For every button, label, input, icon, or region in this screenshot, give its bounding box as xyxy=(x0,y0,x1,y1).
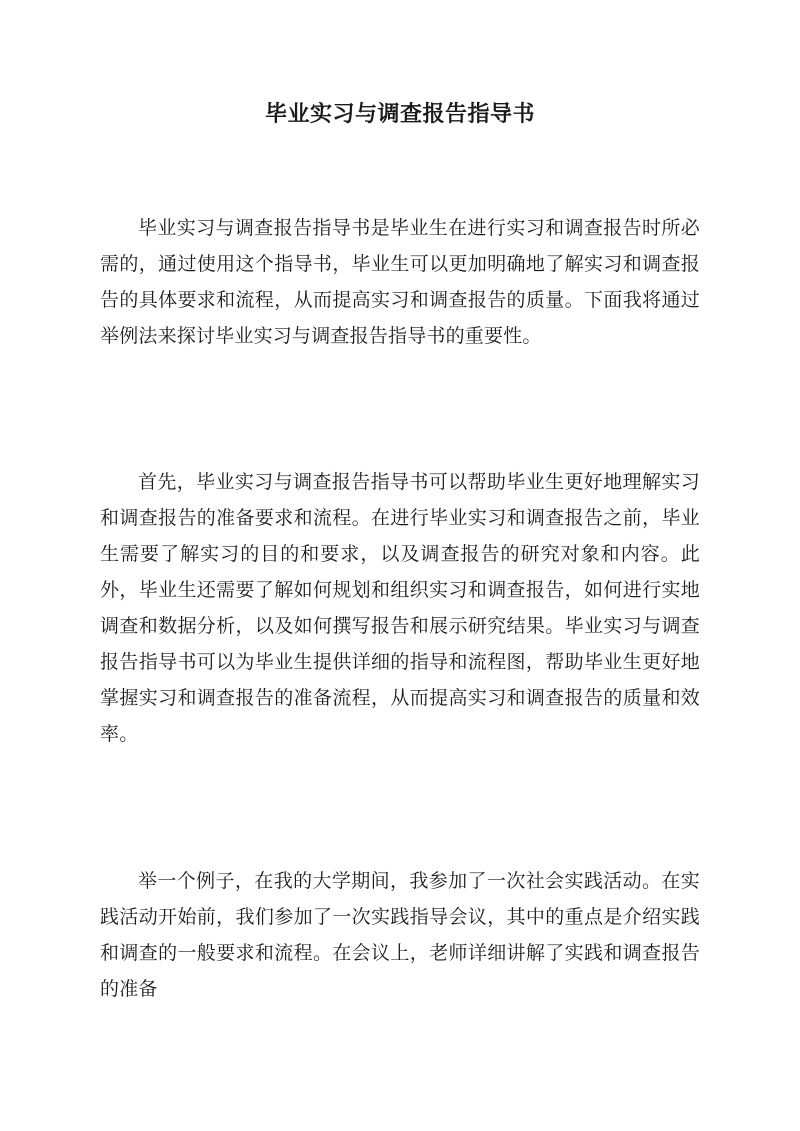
paragraph-first-point: 首先，毕业实习与调查报告指导书可以帮助毕业生更好地理解实习和调查报告的准备要求和流程。在进行毕业实习和调查报告之前，毕业生需要了解实习的目的和要求，以及调查报告的研究对象和内容。此外，毕业生还需要了解如何规划和组织实习和调查报告，如何进行实地调查和数据分析，以及如何撰写报告和展示研究结果。毕业实习与调查报告指导书可以为毕业生提供详细的指导和流程图，帮助毕业生更好地掌握实习和调查报告的准备流程，从而提高实习和调查报告的质量和效率。 xyxy=(100,471,700,745)
document-title: 毕业实习与调查报告指导书 xyxy=(264,101,535,127)
paragraph-example: 举一个例子，在我的大学期间，我参加了一次社会实践活动。在实践活动开始前，我们参加了一次实践指导会议，其中的重点是介绍实践和调查的一般要求和流程。在会议上，老师详细讲解了实践和调查报告的准备 xyxy=(100,870,700,1000)
paragraph-introduction: 毕业实习与调查报告指导书是毕业生在进行实习和调查报告时所必需的，通过使用这个指导书，毕业生可以更加明确地了解实习和调查报告的具体要求和流程，从而提高实习和调查报告的质量。下面我将通过举例法来探讨毕业实习与调查报告指导书的重要性。 xyxy=(100,217,700,347)
